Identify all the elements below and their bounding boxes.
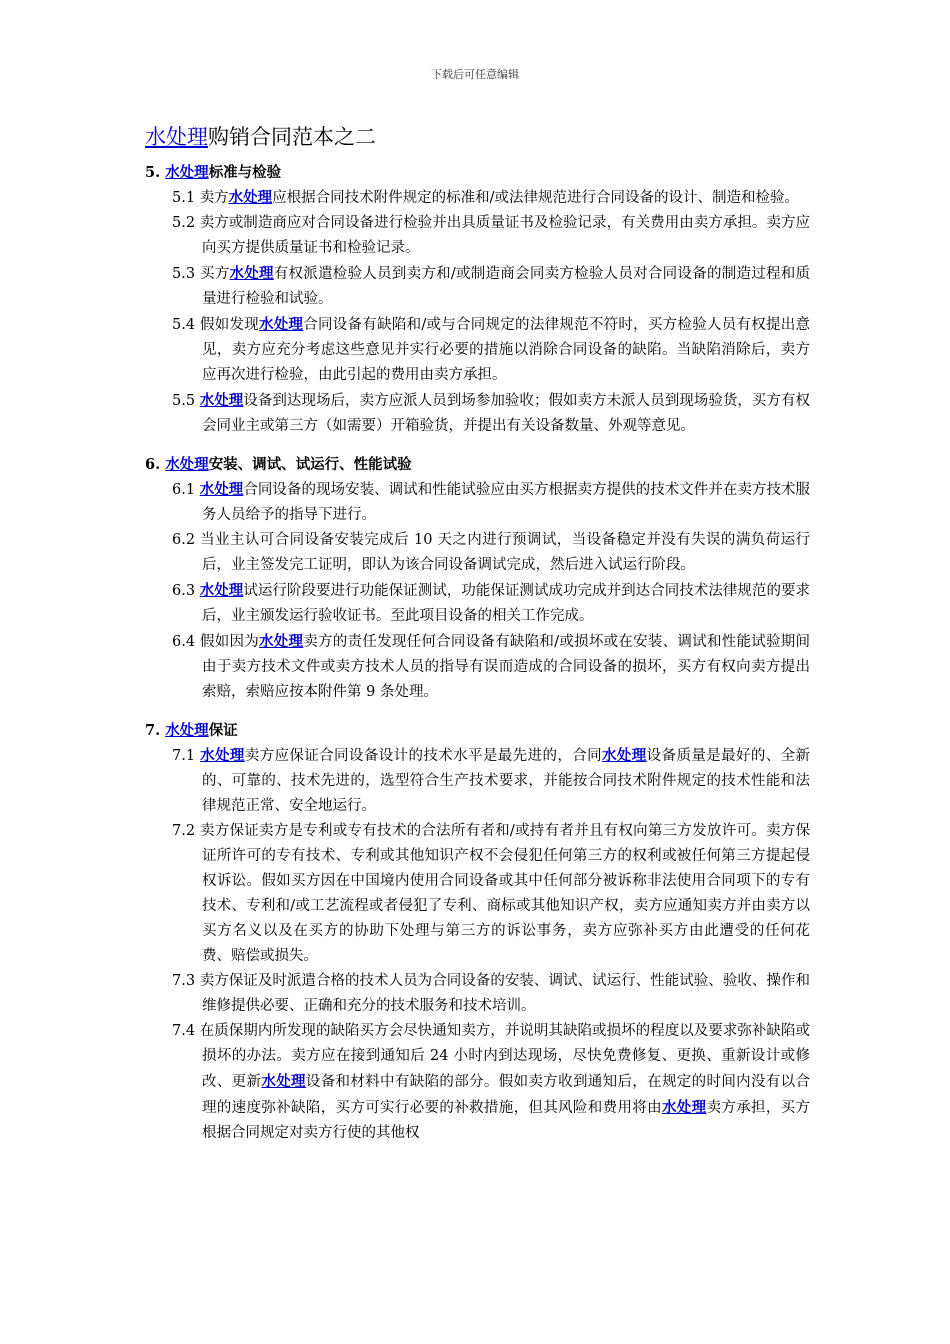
clause-5-5 [145,388,810,439]
clause-text: 卖方承担，买方根据合同规定对卖方行使的其他权 [202,1100,811,1141]
clause-text: 卖方保证及时派遣合格的技术人员为合同设备的安装、调试、试运行、性能试验、验收、操作和维修提供必要、正确和充分的技术服务和技术培训。 [199,973,810,1014]
clause-text: 有权派遣检验人员到卖方和/或制造商会同卖方检验人员对合同设备的制造过程和质量进行检验和试验。 [202,266,811,307]
clause-5-3 [145,261,810,312]
keyword-link[interactable]: 水处理 [200,747,245,764]
clause-text: 假如发现 [199,317,259,333]
clause-text: 试运行阶段要进行功能保证测试，功能保证测试成功完成并到达合同技术法律规范的要求后，业主颁发运行验收证书。至此项目设备的相关工作完成。 [202,583,811,624]
section-heading [145,718,810,743]
clause-number: 7.1 [172,748,201,764]
clause-number: 6.4 [172,634,200,650]
clause-number: 7.3 [172,973,200,989]
clause-text: 合同设备有缺陷和/或与合同规定的法律规范不符时，买方检验人员有权提出意见，卖方应充分考虑这些意见并实行必要的措施以消除合同设备的缺陷。当缺陷消除后，卖方应再次进行检验，由此引起的费用由卖方承担。 [202,317,811,383]
clause-number: 5.1 [172,190,200,206]
clause-text: 合同设备的现场安装、调试和性能试验应由买方根据卖方提供的技术文件并在卖方技术服务人员给予的指导下进行。 [202,482,811,523]
document-body [145,160,810,1146]
keyword-link[interactable]: 水处理 [165,164,209,181]
clause-text: 买方 [199,266,230,282]
clause-number: 7.2 [172,823,200,839]
clause-number: 5.2 [172,215,200,231]
keyword-link[interactable]: 水处理 [199,481,244,498]
clause-text: 卖方或制造商应对合同设备进行检验并出具质量证书及检验记录，有关费用由卖方承担。卖方应向买方提供质量证书和检验记录。 [199,215,810,256]
keyword-link[interactable]: 水处理 [199,392,244,409]
keyword-link[interactable]: 水处理 [199,582,244,599]
clause-6-4 [145,629,810,705]
clause-text: 设备和材料中有缺陷的部分。假如卖方收到通知后，在规定的时间内没有以合理的速度弥补缺陷，买方可实行必要的补救措施，但其风险和费用将由 [202,1074,811,1116]
section-heading [145,452,810,477]
section-6 [145,452,810,705]
clause-text: 设备到达现场后，卖方应派人员到场参加验收；假如卖方未派人员到现场验货，买方有权会同业主或第三方（如需要）开箱验货，并提出有关设备数量、外观等意见。 [202,393,811,434]
clause-6-3 [145,578,810,629]
clause-number: 7.4 [172,1023,200,1039]
clause-6-1 [145,477,810,528]
keyword-link[interactable]: 水处理 [258,316,304,333]
keyword-link[interactable]: 水处理 [229,265,274,282]
clause-6-2 [145,528,810,578]
keyword-link[interactable]: 水处理 [165,722,209,739]
clause-number: 6.1 [172,482,200,498]
clause-text: 假如因为 [199,634,259,650]
section-title-text: 标准与检验 [208,164,282,181]
keyword-link[interactable]: 水处理 [165,456,209,473]
clause-5-1 [145,185,810,211]
clause-5-4 [145,312,810,388]
clause-number: 5.5 [172,393,200,409]
keyword-link[interactable]: 水处理 [261,1073,306,1090]
clause-text: 卖方保证卖方是专利或专有技术的合法所有者和/或持有者并且有权向第三方发放许可。卖方保证所许可的专有技术、专利或其他知识产权不会侵犯任何第三方的权利或被任何第三方提起侵权诉讼。假如买方因在中国境内使用合同设备或其中任何部分被诉称非法使用合同项下的专有技术、专利和/或工艺流程或者侵犯了专利、商标或其他知识产权，卖方应通知卖方并由卖方以买方名义以及在买方的协助下处理与第三方的诉讼事务，卖方应弥补买方由此遭受的任何花费、赔偿或损失。 [199,823,810,964]
section-number: 6. [145,456,166,473]
section-number: 5. [145,164,166,181]
section-5 [145,160,810,439]
clause-5-2 [145,211,810,261]
clause-text: 卖方 [199,190,229,206]
section-7 [145,718,810,1146]
clause-text: 当业主认可合同设备安装完成后 10 天之内进行预调试，当设备稳定并没有失误的满负荷运行后，业主签发完工证明，即认为该合同设备调试完成，然后进入试运行阶段。 [200,532,810,573]
section-title-text: 安装、调试、试运行、性能试验 [208,456,412,473]
keyword-link[interactable]: 水处理 [661,1099,707,1116]
clause-text: 在质保期内所发现的缺陷买方会尽快通知卖方，并说明其缺陷或损坏的程度以及要求弥补缺陷或损坏的办法。卖方应在接到通知后 24 小时内到达现场，尽快免费修复、更换、重新设计或修改、更新 [199,1023,810,1090]
clause-7-1 [145,743,810,819]
clause-text: 卖方的责任发现任何合同设备有缺陷和/或损坏或在安装、调试和性能试验期间由于卖方技术文件或卖方技术人员的指导有误而造成的合同设备的损坏，买方有权向卖方提出索赔，索赔应按本附件第 9 条处理。 [202,634,811,700]
clause-number: 5.4 [172,317,200,333]
keyword-link[interactable]: 水处理 [228,189,273,206]
clause-number: 6.2 [172,532,201,548]
title-keyword-link[interactable]: 水处理 [145,125,208,149]
section-heading [145,160,810,185]
clause-7-2 [145,819,810,969]
keyword-link[interactable]: 水处理 [602,747,647,764]
clause-7-3 [145,969,810,1019]
keyword-link[interactable]: 水处理 [258,633,304,650]
clause-number: 5.3 [172,266,200,282]
title-text: 购销合同范本之二 [208,125,376,149]
clause-number: 6.3 [172,583,200,599]
clause-text: 设备质量是最好的、全新的、可靠的、技术先进的，选型符合生产技术要求，并能按合同技术附件规定的技术性能和法律规范正常、安全地运行。 [202,748,811,814]
clause-text: 卖方应保证合同设备设计的技术水平是最先进的，合同 [244,748,602,764]
clause-text: 应根据合同技术附件规定的标准和/或法律规范进行合同设备的设计、制造和检验。 [272,190,800,206]
document-title [145,122,376,152]
clause-7-4 [145,1019,810,1146]
section-number: 7. [145,722,166,739]
page-header: 下载后可任意编辑 [431,68,519,81]
section-title-text: 保证 [208,722,238,739]
